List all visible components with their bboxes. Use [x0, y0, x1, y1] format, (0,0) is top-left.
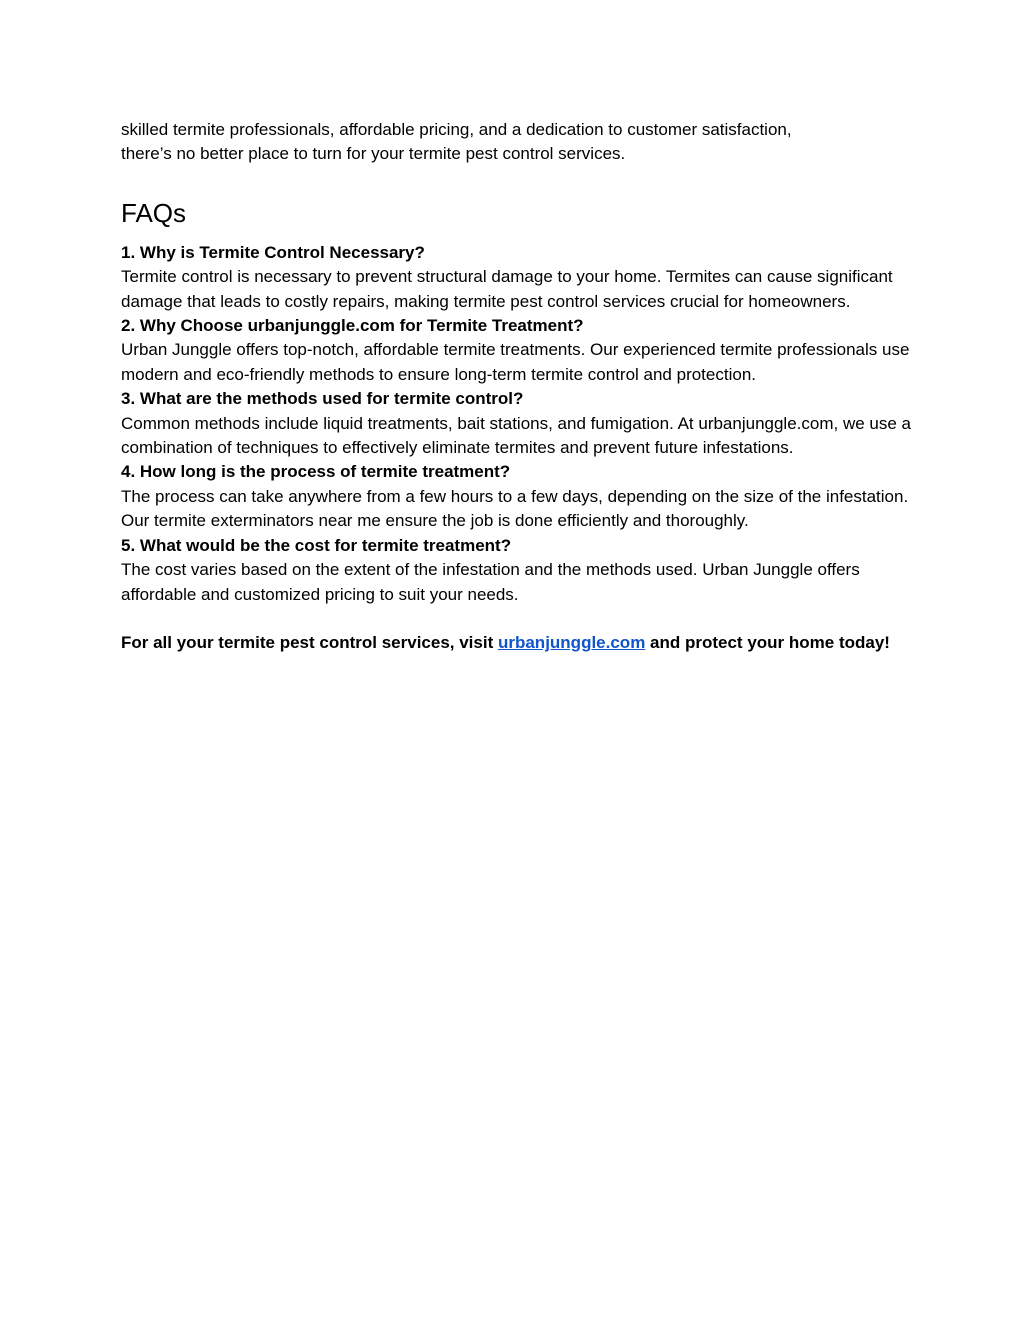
faq-heading: FAQs: [121, 197, 187, 228]
closing-text-before-link: For all your termite pest control services, visit: [121, 633, 498, 653]
faq-answer: The cost varies based on the extent of the infestation and the methods used. Urban Junggle offers affordable and customized pricing to suit your needs.: [121, 560, 860, 604]
closing-call-to-action: [121, 631, 911, 655]
faq-item-1: [121, 241, 911, 314]
urbanjunggle-link[interactable]: urbanjunggle.com: [497, 633, 646, 653]
faq-item-2: [121, 314, 911, 387]
intro-paragraph: [121, 118, 911, 167]
faq-item-3: [121, 387, 911, 460]
document-page: [121, 118, 911, 656]
faq-answer: The process can take anywhere from a few hours to a few days, depending on the size of the infestation. Our termite exterminators near me ensure the job is done efficiently and thoroughly.: [121, 486, 909, 531]
faq-list: [121, 241, 911, 607]
faq-answer: Urban Junggle offers top-notch, affordable termite treatments. Our experienced termite professionals use modern and eco-friendly methods to ensure long-term termite control and protection.: [121, 340, 910, 384]
intro-line-2: there’s no better place to turn for your termite pest control services.: [121, 144, 626, 164]
intro-line-1: skilled termite professionals, affordable pricing, and a dedication to customer satisfaction,: [121, 120, 792, 139]
faq-answer: Termite control is necessary to prevent structural damage to your home. Termites can cause significant damage that leads to costly repairs, making termite pest control services crucial for homeowners.: [121, 267, 893, 311]
faq-question: 2. Why Choose urbanjunggle.com for Termite Treatment?: [121, 316, 584, 336]
faq-question: 1. Why is Termite Control Necessary?: [121, 242, 425, 262]
faq-item-4: [121, 460, 911, 533]
faq-question: 5. What would be the cost for termite treatment?: [121, 535, 512, 555]
faq-question: 4. How long is the process of termite treatment?: [121, 462, 511, 482]
faq-item-5: [121, 534, 911, 607]
faq-answer: Common methods include liquid treatments, bait stations, and fumigation. At urbanjunggle.com, we use a combination of techniques to effectively eliminate termites and prevent future infestations.: [121, 413, 911, 458]
closing-text-after-link: and protect your home today!: [645, 633, 890, 653]
faq-question: 3. What are the methods used for termite control?: [121, 389, 524, 409]
